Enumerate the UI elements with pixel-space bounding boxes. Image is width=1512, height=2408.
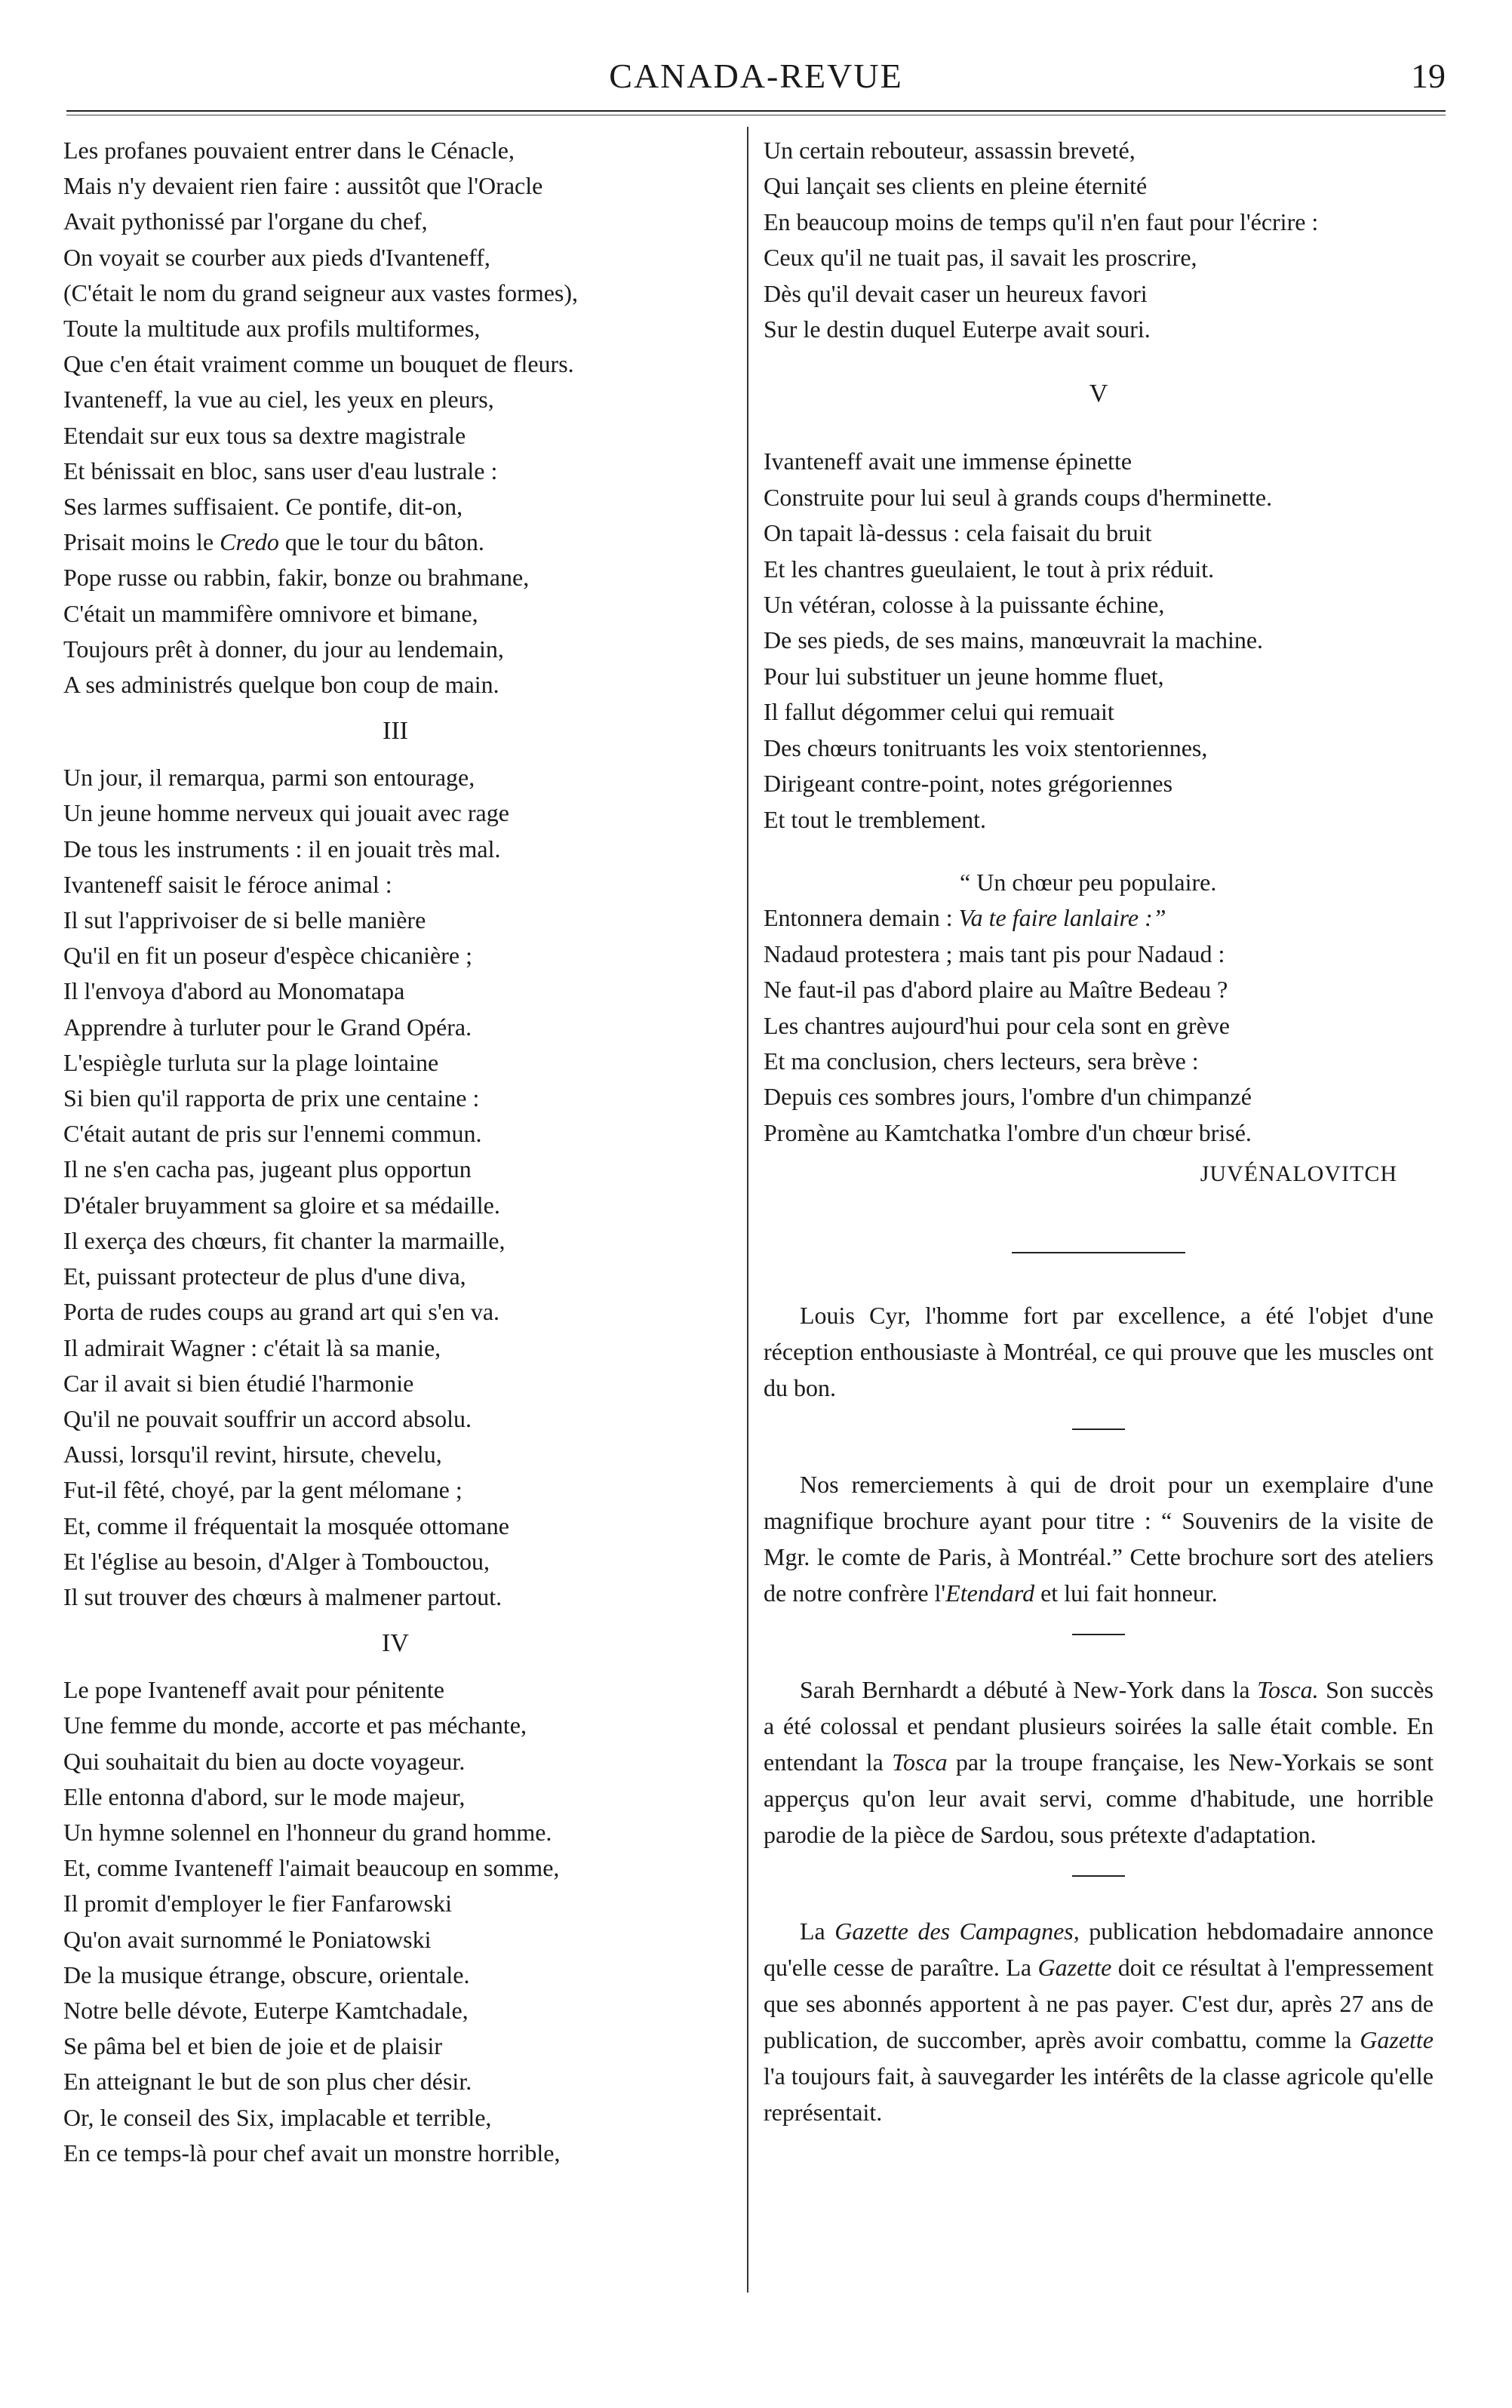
verse-line: De ses pieds, de ses mains, manœuvrait la machine. xyxy=(764,626,1264,654)
verse-line: Et ma conclusion, chers lecteurs, sera brève : xyxy=(764,1047,1199,1075)
verse-line: Porta de rudes coups au grand art qui s'en va. xyxy=(63,1298,500,1326)
verse-line: Un vétéran, colosse à la puissante échine, xyxy=(764,591,1165,619)
verse-line: Construite pour lui seul à grands coups d'herminette. xyxy=(764,483,1273,511)
verse-line: Mais n'y devaient rien faire : aussitôt que l'Oracle xyxy=(63,172,543,200)
verse-line: Qui souhaitait du bien au docte voyageur. xyxy=(63,1747,466,1775)
verse-line: En ce temps-là pour chef avait un monstre horrible, xyxy=(63,2139,561,2167)
verse-line: Il promit d'employer le fier Fanfarowski xyxy=(63,1890,452,1917)
verse-line: Un hymne solennel en l'honneur du grand homme. xyxy=(63,1818,552,1846)
news-text: La xyxy=(800,1917,835,1945)
verse-line: Toute la multitude aux profils multiformes, xyxy=(63,315,481,343)
news-italic: Gazette xyxy=(1360,2026,1434,2054)
verse-line: En beaucoup moins de temps qu'il n'en faut pour l'écrire : xyxy=(764,208,1319,235)
news-sarah-bernhardt xyxy=(764,1671,1434,1853)
verse-line: Et, comme il fréquentait la mosquée ottomane xyxy=(63,1512,509,1539)
verse-line: En atteignant le but de son plus cher désir. xyxy=(63,2068,472,2096)
verse-line: Se pâma bel et bien de joie et de plaisir xyxy=(63,2032,443,2060)
verse-text: Prisait moins le xyxy=(63,528,220,556)
news-text: Nos remerciements à qui de droit pour un exemplaire d'une magnifique brochure ayant pour titre : “ Souvenirs de la visite de Mgr. le comte de Paris, à Montréal.” Cette brochure sort des ateliers de notre confrère l' xyxy=(764,1471,1434,1607)
verse-line: Il sut l'apprivoiser de si belle manière xyxy=(63,906,426,934)
section-separator xyxy=(1012,1252,1185,1253)
verse-line: Et, comme Ivanteneff l'aimait beaucoup en somme, xyxy=(63,1854,560,1882)
verse-line: Les chantres aujourd'hui pour cela sont en grève xyxy=(764,1011,1230,1039)
verse-line: Fut-il fêté, choyé, par la gent mélomane ; xyxy=(63,1476,463,1504)
verse-line: Etendait sur eux tous sa dextre magistrale xyxy=(63,421,466,449)
verse-text: que le tour du bâton. xyxy=(278,528,484,556)
verse-line xyxy=(764,900,1434,936)
verse-line: Il exerça des chœurs, fit chanter la marmaille, xyxy=(63,1226,506,1254)
verse-line: Il admirait Wagner : c'était là sa manie, xyxy=(63,1333,441,1361)
verse-line: On voyait se courber aux pieds d'Ivanteneff, xyxy=(63,243,490,271)
verse-line: Or, le conseil des Six, implacable et terrible, xyxy=(63,2103,492,2131)
verse-line: Toujours prêt à donner, du jour au lendemain, xyxy=(63,635,504,663)
section-heading-3: III xyxy=(383,717,408,746)
right-column xyxy=(764,133,1434,2130)
verse-line: Il fallut dégommer celui qui remuait xyxy=(764,698,1114,726)
verse-line: Et les chantres gueulaient, le tout à prix réduit. xyxy=(764,555,1215,583)
news-separator xyxy=(1072,1634,1125,1635)
verse-line: Apprendre à turluter pour le Grand Opéra. xyxy=(63,1013,472,1041)
news-separator xyxy=(1072,1875,1125,1877)
verse-line: Des chœurs tonitruants les voix stentoriennes, xyxy=(764,733,1208,761)
verse-line: Qui lançait ses clients en pleine éternité xyxy=(764,172,1148,200)
verse-line: Qu'il en fit un poseur d'espèce chicanière ; xyxy=(63,942,472,970)
verse-line: C'était autant de pris sur l'ennemi commun. xyxy=(63,1120,482,1148)
verse-line: Pope russe ou rabbin, fakir, bonze ou brahmane, xyxy=(63,564,530,592)
verse-line: Ne faut-il pas d'abord plaire au Maître Bedeau ? xyxy=(764,976,1228,1004)
verse-line: Que c'en était vraiment comme un bouquet de fleurs. xyxy=(63,350,574,378)
verse-line: Le pope Ivanteneff avait pour pénitente xyxy=(63,1676,444,1704)
verse-line: Il l'envoya d'abord au Monomatapa xyxy=(63,977,405,1005)
verse-line: C'était un mammifère omnivore et bimane, xyxy=(63,599,478,627)
news-louis-cyr: Louis Cyr, l'homme fort par excellence, a été l'objet d'une réception enthousiaste à Montréal, ce qui prouve que les muscles ont du bon. xyxy=(764,1302,1434,1402)
verse-line: Ivanteneff saisit le féroce animal : xyxy=(63,870,392,898)
poem-stanza xyxy=(63,1672,727,2171)
news-text: l'a toujours fait, à sauvegarder les intérêts de la classe agricole qu'elle représentait. xyxy=(764,2062,1434,2127)
news-text: doit ce résultat à l'empressement que ses abonnés apportent à ne pas payer. C'est dur, après 27 ans de publication, de succomber, après avoir combattu, comme la xyxy=(764,1954,1434,2054)
verse-line: Car il avait si bien étudié l'harmonie xyxy=(63,1369,414,1397)
author-signature: JUVÉNALOVITCH xyxy=(1200,1161,1397,1187)
news-italic: Tosca. xyxy=(1257,1676,1319,1704)
verse-line: Et, puissant protecteur de plus d'une diva, xyxy=(63,1262,466,1290)
poem-part-4 xyxy=(63,1672,727,2171)
verse-line: Ivanteneff, la vue au ciel, les yeux en pleurs, xyxy=(63,386,494,414)
poem-part-4-end xyxy=(764,133,1434,347)
poem-part-3 xyxy=(63,760,727,1615)
verse-line: Dès qu'il devait caser un heureux favori xyxy=(764,279,1148,307)
left-column xyxy=(63,133,727,2171)
verse-line: Un certain rebouteur, assassin breveté, xyxy=(764,137,1136,164)
poem-stanza xyxy=(63,760,727,1615)
verse-line: Les profanes pouvaient entrer dans le Cénacle, xyxy=(63,137,515,164)
verse-line: Ceux qu'il ne tuait pas, il savait les proscrire, xyxy=(764,244,1197,272)
verse-line: Avait pythonissé par l'organe du chef, xyxy=(63,208,428,235)
news-italic: Gazette xyxy=(1037,1954,1112,1982)
verse-line: Elle entonna d'abord, sur le mode majeur, xyxy=(63,1782,466,1810)
verse-line: Qu'il ne pouvait souffrir un accord absolu. xyxy=(63,1404,472,1432)
verse-line: Il sut trouver des chœurs à malmener partout. xyxy=(63,1582,502,1610)
verse-line: Qu'on avait surnommé le Poniatowski xyxy=(63,1925,432,1953)
verse-line: D'étaler bruyamment sa gloire et sa médaille. xyxy=(63,1191,500,1219)
verse-line: De la musique étrange, obscure, orientale. xyxy=(63,1961,470,1988)
verse-italic: Va te faire lanlaire :” xyxy=(958,904,1166,932)
news-italic: Etendard xyxy=(945,1579,1035,1607)
poem-stanza xyxy=(764,133,1434,347)
verse-line: Et tout le tremblement. xyxy=(764,805,987,833)
page-number: 19 xyxy=(1411,57,1446,95)
verse-line: Une femme du monde, accorte et pas méchante, xyxy=(63,1711,527,1739)
verse-line: On tapait là-dessus : cela faisait du bruit xyxy=(764,519,1152,547)
poem-stanza xyxy=(63,133,727,524)
section-heading-5: V xyxy=(1089,380,1108,408)
verse-line: Notre belle dévote, Euterpe Kamtchadale, xyxy=(63,1996,469,2024)
poem-part-2-end xyxy=(63,133,727,703)
verse-line: (C'était le nom du grand seigneur aux vastes formes), xyxy=(63,278,579,306)
verse-line: Aussi, lorsqu'il revint, hirsute, chevelu, xyxy=(63,1441,442,1468)
verse-line-quote: “ Un chœur peu populaire. xyxy=(960,868,1217,896)
verse-line: Nadaud protestera ; mais tant pis pour Nadaud : xyxy=(764,940,1225,967)
news-separator xyxy=(1072,1429,1125,1430)
verse-line: Ses larmes suffisaient. Ce pontife, dit-on, xyxy=(63,493,463,521)
verse-line: Un jeune homme nerveux qui jouait avec rage xyxy=(63,799,509,827)
verse-line: A ses administrés quelque bon coup de main. xyxy=(63,671,499,699)
news-text: Son succès a été colossal et pendant plusieurs soirées la salle était comble. En entendant la xyxy=(764,1676,1434,1776)
poem-part-5 xyxy=(764,444,1434,1151)
verse-italic: Credo xyxy=(220,528,279,556)
news-text: par la troupe française, les New-Yorkais se sont apperçus qu'on leur avait servi, comme d'habitude, une horrible parodie de la pièce de Sardou, sous prétexte d'adaptation. xyxy=(764,1748,1434,1849)
verse-line: Un jour, il remarqua, parmi son entourage, xyxy=(63,764,475,792)
verse-line: Ivanteneff avait une immense épinette xyxy=(764,447,1132,475)
poem-stanza xyxy=(764,936,1434,1151)
news-brochure xyxy=(764,1466,1434,1611)
journal-title: CANADA-REVUE xyxy=(609,57,903,95)
verse-line: Et l'église au besoin, d'Alger à Tombouctou, xyxy=(63,1547,490,1575)
news-text: Sarah Bernhardt a débuté à New-York dans la xyxy=(800,1676,1258,1704)
news-text: publication hebdomadaire annonce qu'elle cesse de paraître. La xyxy=(764,1917,1434,1982)
news-italic: Gazette des Campagnes, xyxy=(834,1917,1080,1945)
verse-line xyxy=(63,524,727,560)
page-header xyxy=(66,51,1446,104)
news-italic: Tosca xyxy=(892,1748,948,1776)
verse-line: Il ne s'en cacha pas, jugeant plus opportun xyxy=(63,1155,472,1183)
section-heading-4: IV xyxy=(382,1629,409,1658)
verse-line: Dirigeant contre-point, notes grégoriennes xyxy=(764,770,1173,798)
news-gazette xyxy=(764,1913,1434,2130)
header-rule xyxy=(66,110,1446,112)
verse-line: Promène au Kamtchatka l'ombre d'un chœur brisé. xyxy=(764,1118,1252,1146)
poem-stanza xyxy=(764,444,1434,837)
verse-line: Si bien qu'il rapporta de prix une centaine : xyxy=(63,1084,480,1112)
verse-line: Et bénissait en bloc, sans user d'eau lustrale : xyxy=(63,457,498,484)
poem-stanza xyxy=(63,560,727,703)
column-divider xyxy=(747,127,748,2293)
news-items xyxy=(764,1297,1434,2130)
verse-text: Entonnera demain : xyxy=(764,904,959,932)
verse-line: Sur le destin duquel Euterpe avait souri. xyxy=(764,315,1151,343)
verse-line: L'espiègle turluta sur la plage lointaine xyxy=(63,1048,439,1076)
verse-line: De tous les instruments : il en jouait très mal. xyxy=(63,835,501,863)
verse-line: Depuis ces sombres jours, l'ombre d'un chimpanzé xyxy=(764,1083,1252,1111)
news-text: et lui fait honneur. xyxy=(1034,1579,1218,1607)
verse-line: Pour lui substituer un jeune homme fluet, xyxy=(764,662,1164,690)
